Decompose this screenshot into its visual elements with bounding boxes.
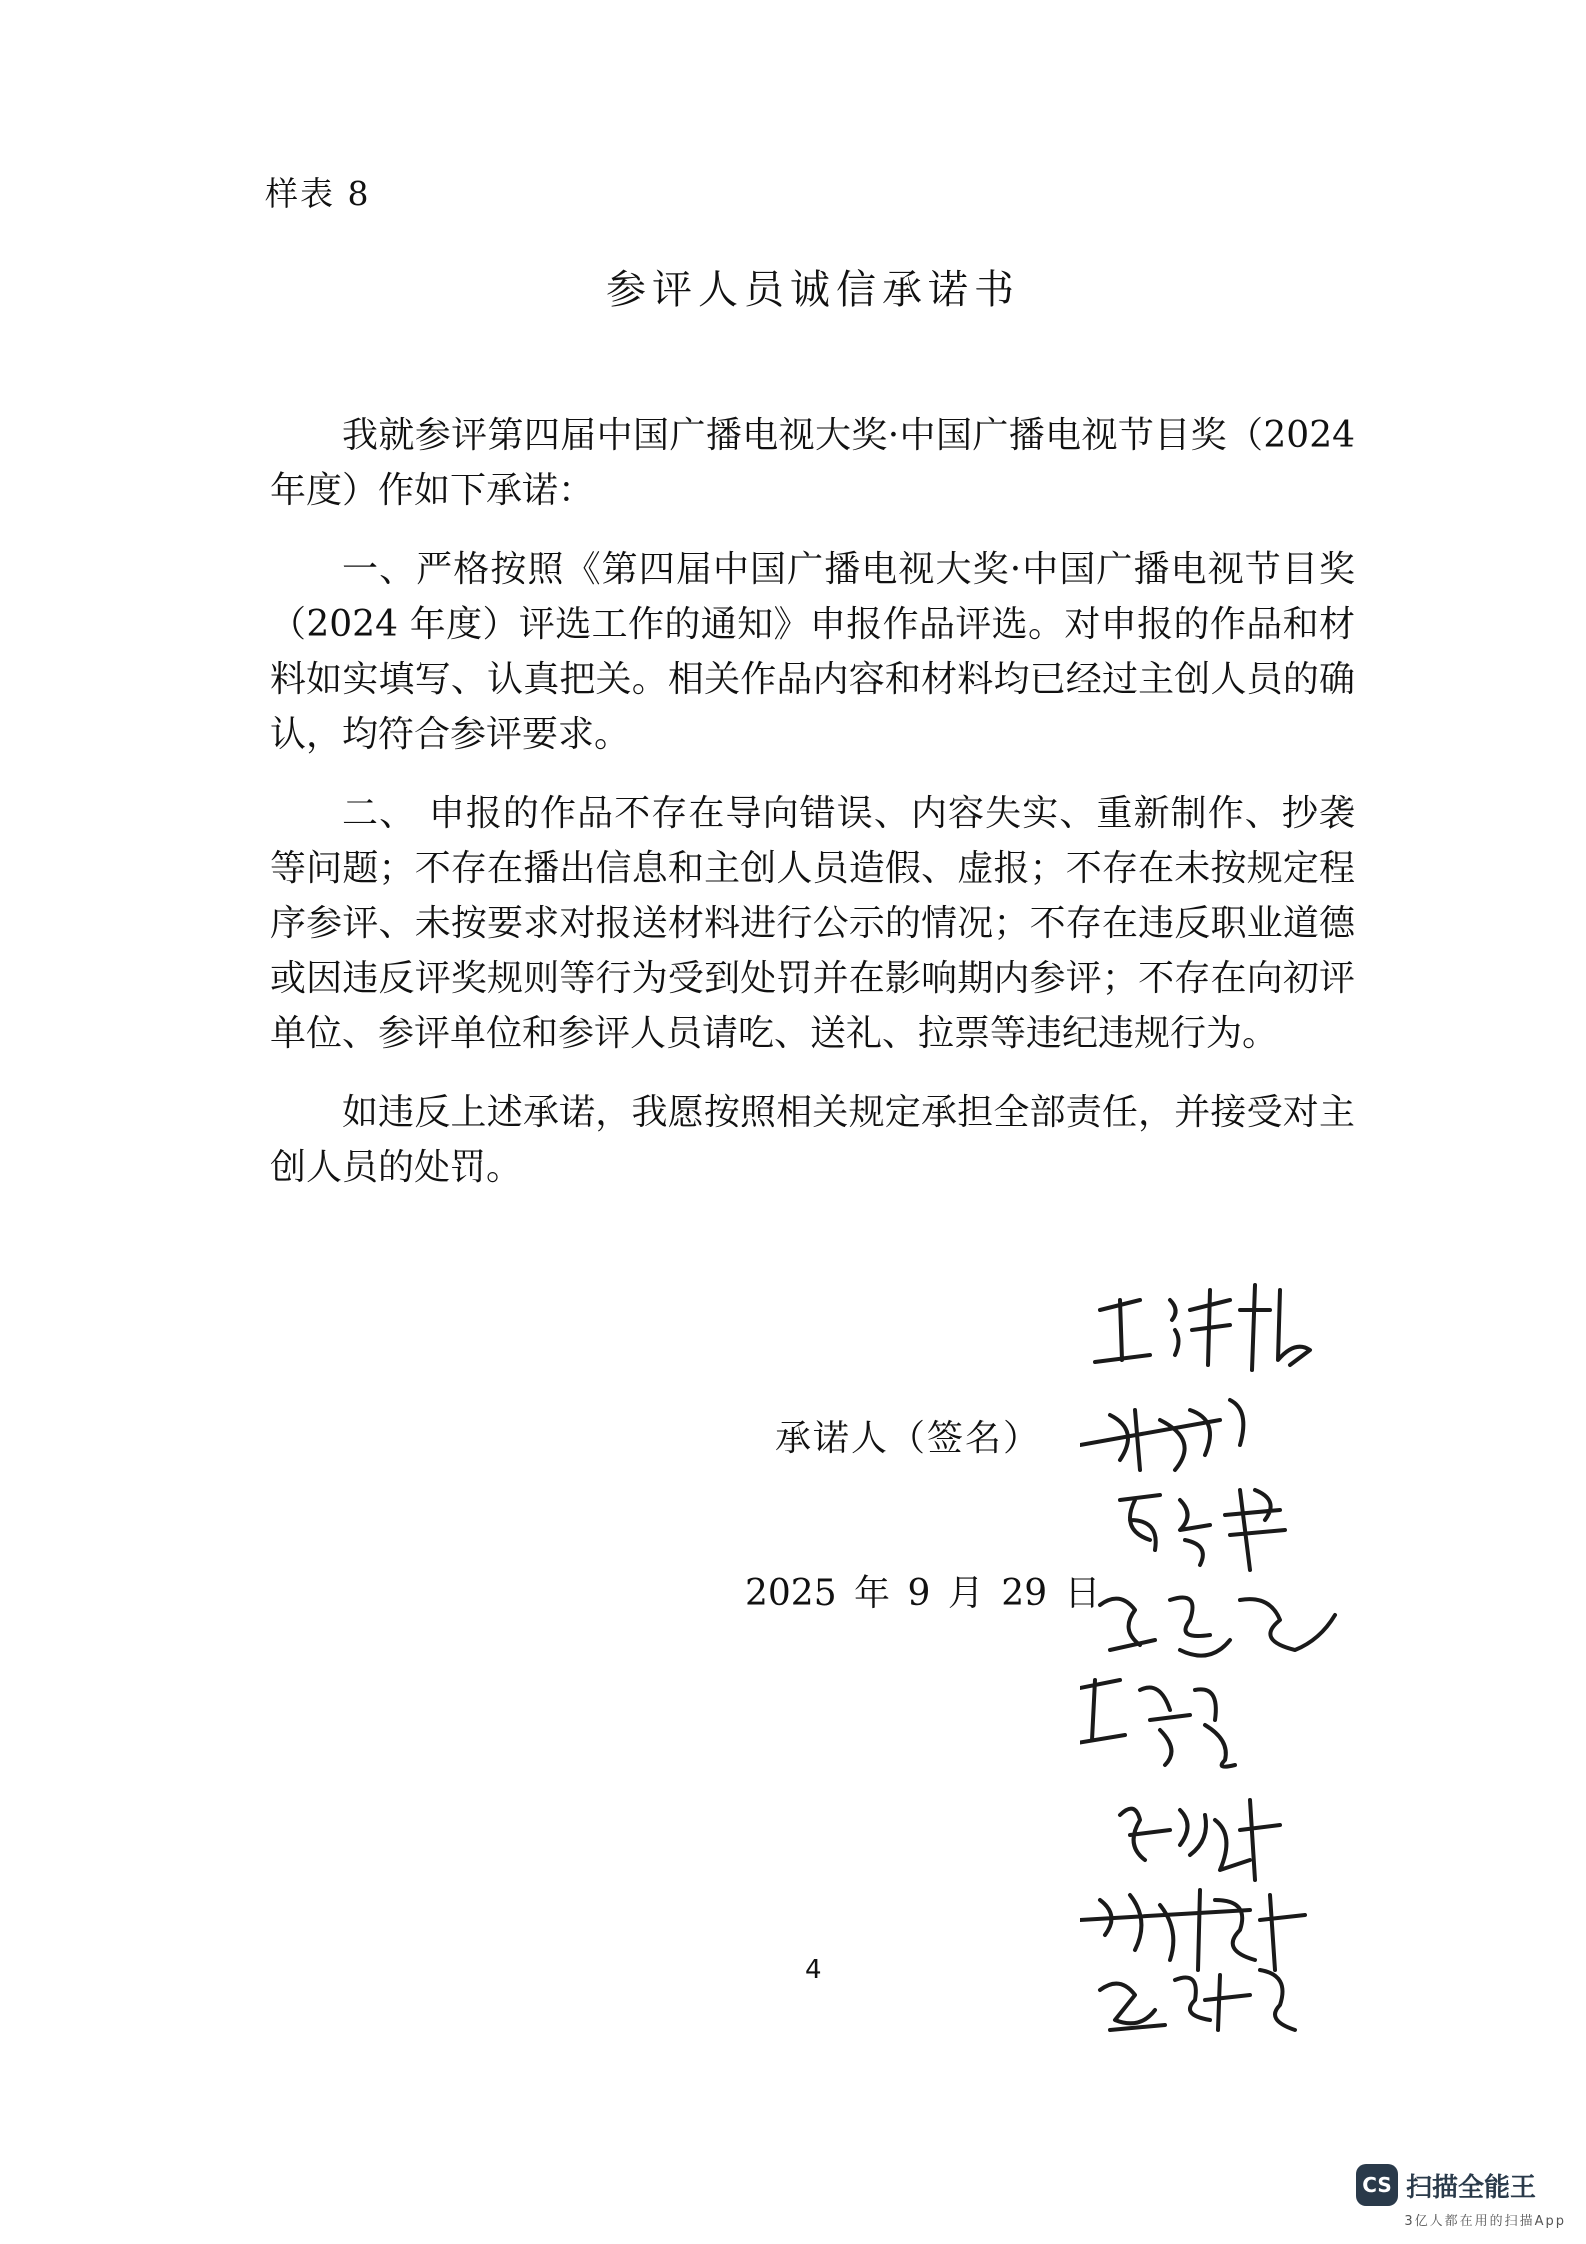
pledge-item-1: 一、严格按照《第四届中国广播电视大奖·中国广播电视节目奖（2024 年度）评选工作的通知》申报作品评选。对申报的作品和材料如实填写、认真把关。相关作品内容和材料均已经过主创人员的确认，均符合参评要求。 [270, 549, 1355, 755]
page-number: 4 [805, 1955, 822, 1985]
watermark-app-name: 扫描全能王 [1406, 2172, 1537, 2203]
signature-1 [1095, 1285, 1310, 1370]
intro-paragraph: 我就参评第四届中国广播电视大奖·中国广播电视节目奖（2024 年度）作如下承诺： [270, 415, 1355, 511]
pledge-item-2: 二、 申报的作品不存在导向错误、内容失实、重新制作、抄袭等问题；不存在播出信息和主创人员造假、虚报；不存在未按规定程序参评、未按要求对报送材料进行公示的情况；不存在违反职业道德或因违反评奖规则等行为受到处罚并在影响期内参评；不存在向初评单位、参评单位和参评人员请吃、送礼、拉票等违纪违规行为。 [270, 793, 1355, 1054]
signature-5 [1080, 1680, 1235, 1767]
signature-7 [1080, 1890, 1305, 1970]
watermark-tagline: 3亿人都在用的扫描App [1404, 2214, 1566, 2229]
signature-6 [1120, 1800, 1280, 1880]
pledger-label: 承诺人（签名） [775, 1418, 1042, 1459]
signature-4 [1100, 1598, 1335, 1656]
signature-2 [1080, 1400, 1243, 1470]
signing-date: 2025 年 9 月 29 日 [745, 1573, 1101, 1614]
camscanner-logo-icon: CS [1356, 2164, 1398, 2206]
document-body [270, 408, 1355, 1195]
handwritten-signatures [1080, 1270, 1380, 2040]
closing-paragraph: 如违反上述承诺，我愿按照相关规定承担全部责任，并接受对主创人员的处罚。 [270, 1092, 1355, 1188]
form-label: 样表 8 [265, 174, 371, 213]
signature-3 [1120, 1490, 1285, 1570]
watermark-row [1356, 2164, 1566, 2206]
document-title: 参评人员诚信承诺书 [606, 267, 1020, 313]
signature-8 [1100, 1970, 1295, 2030]
scanner-watermark [1356, 2164, 1566, 2234]
